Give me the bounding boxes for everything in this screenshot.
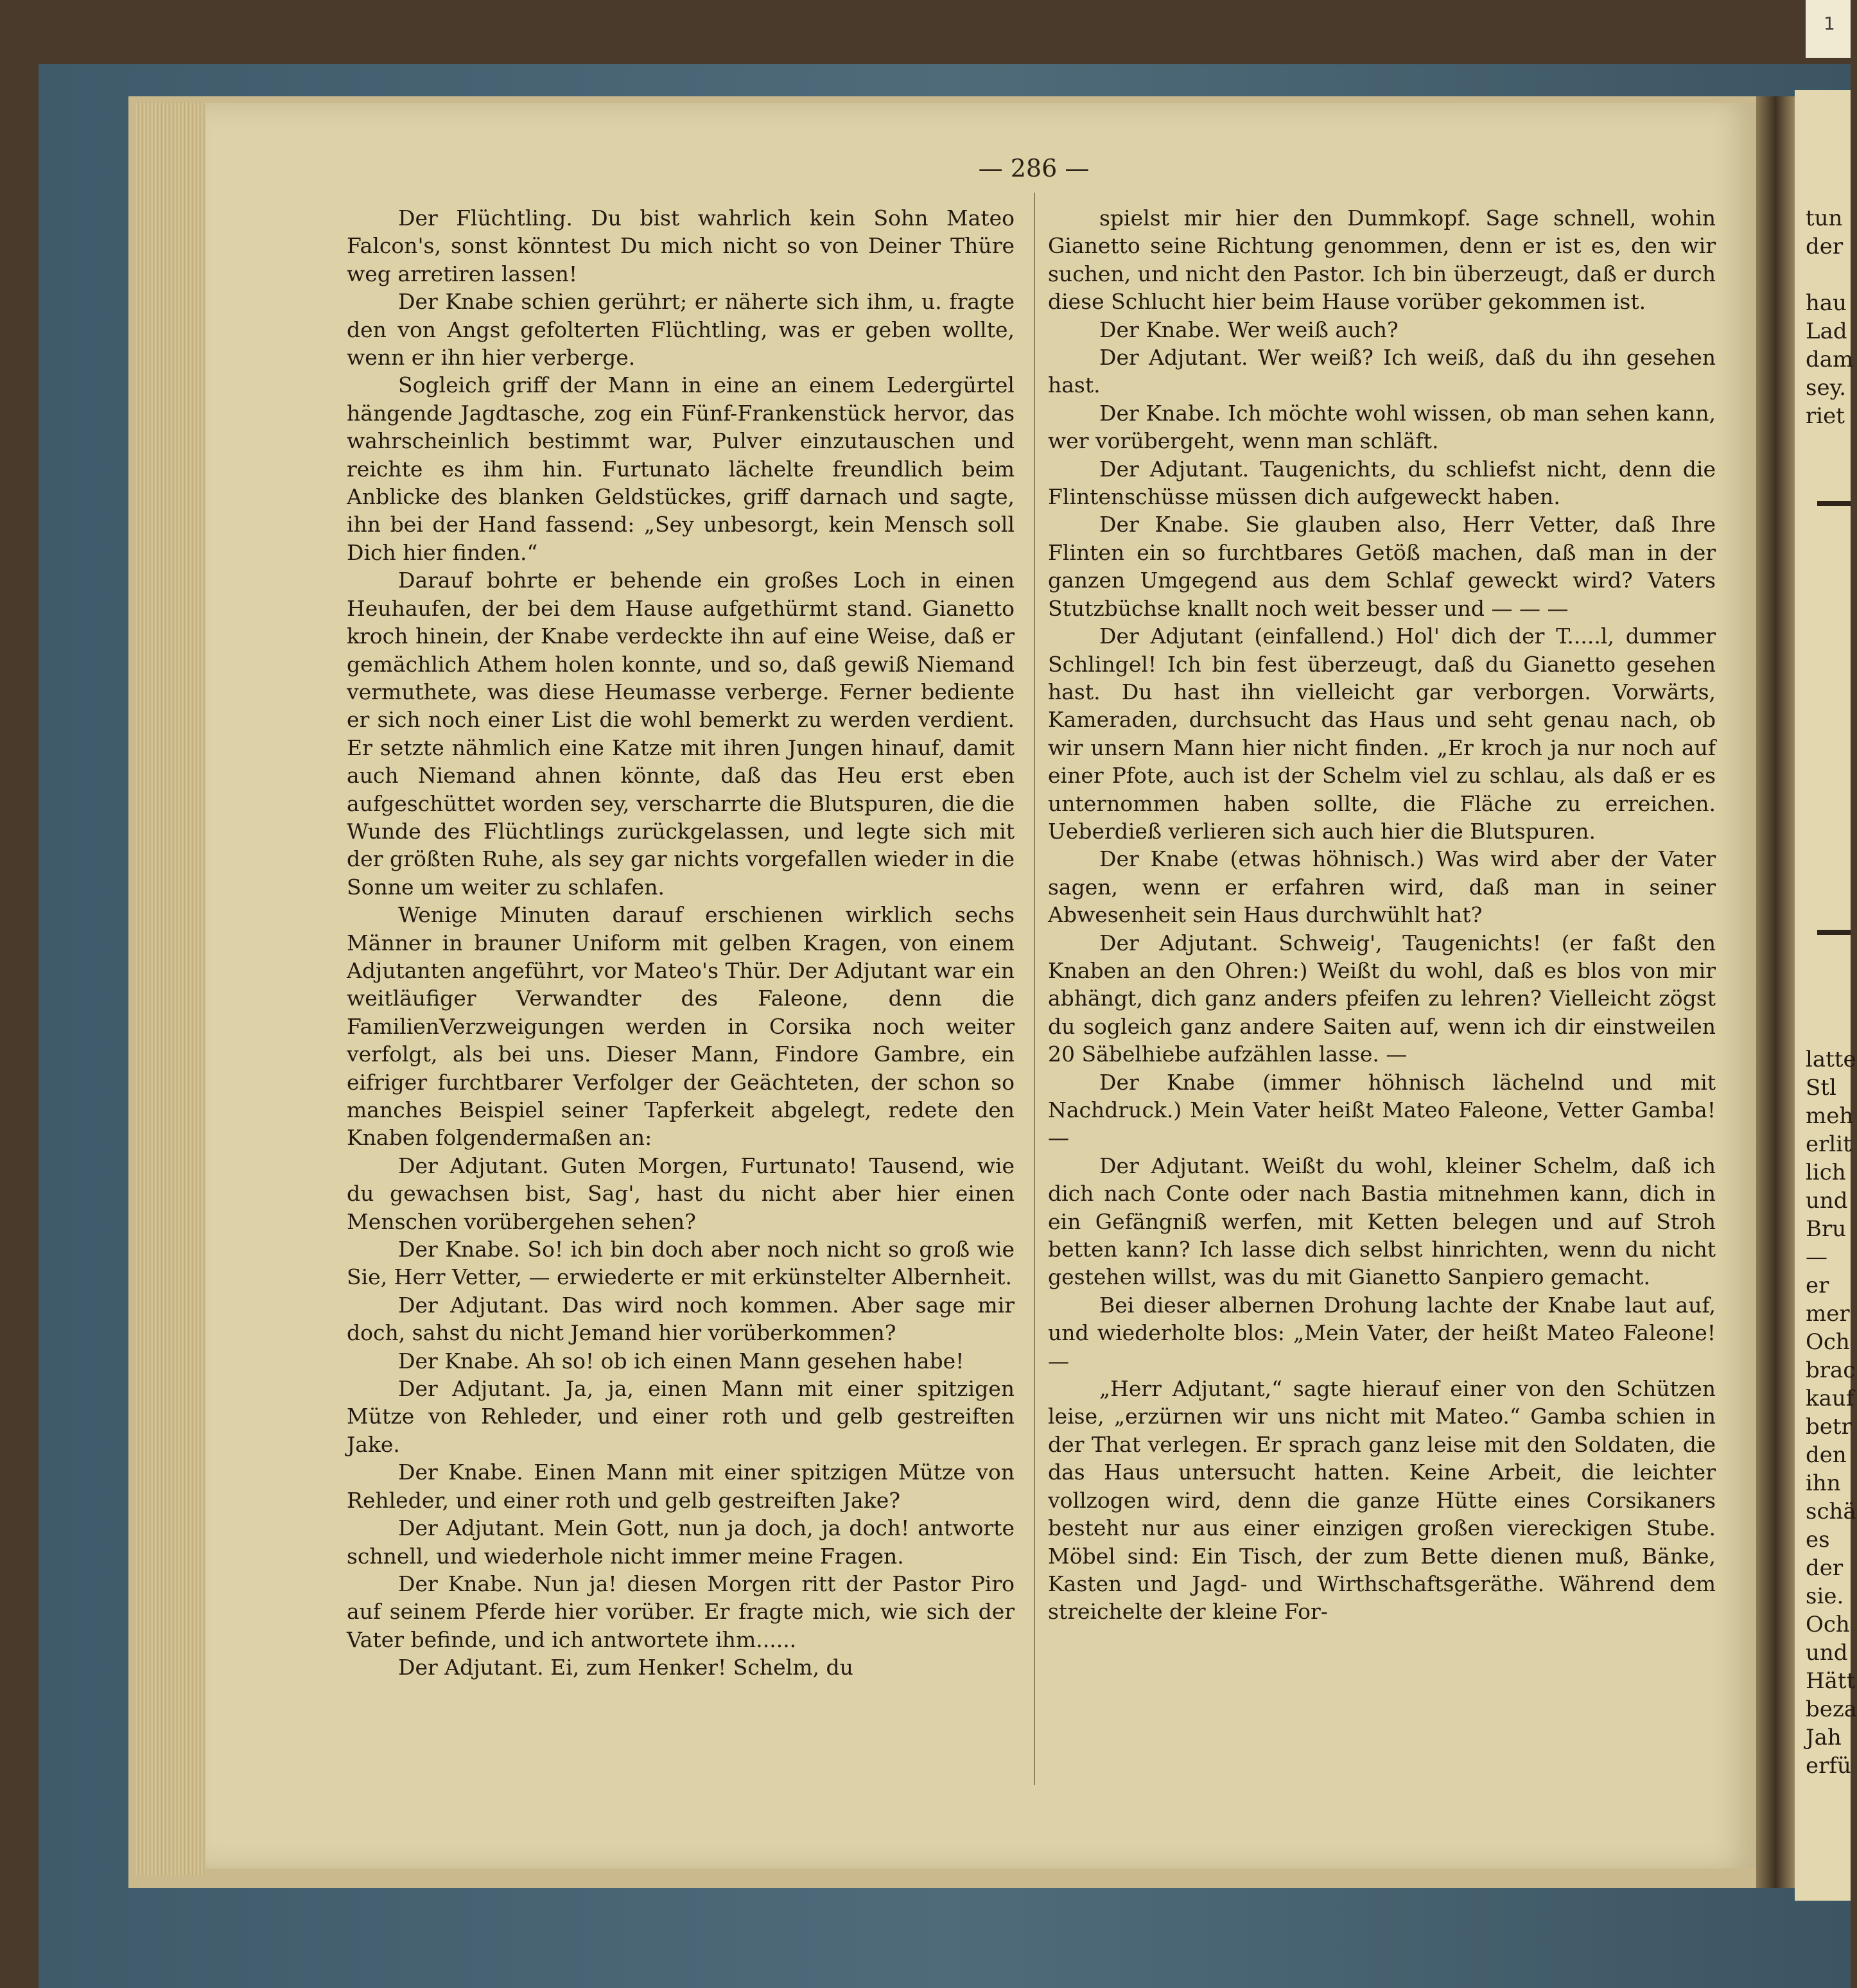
paragraph: Der Knabe. Sie glauben also, Herr Vetter, daß Ihre Flinten ein so furchtbares Getöß machen, daß man in der ganzen Umgegend aus dem Schlaf geweckt wird? Vaters Stutzbüchse knallt noch weit besser und — — —: [1048, 512, 1716, 621]
facing-page-line: sey.: [1806, 375, 1847, 401]
facing-page-line: mer: [1806, 1301, 1850, 1327]
facing-page-line: beza: [1806, 1696, 1857, 1722]
facing-page-line: brac: [1806, 1357, 1856, 1383]
paragraph: Der Adjutant. Ja, ja, einen Mann mit einer spitzigen Mütze von Rehleder, und einer roth und gelb gestreiften Jake.: [347, 1376, 1015, 1457]
column-divider: [1034, 193, 1035, 1785]
tab-number: 1: [1824, 13, 1835, 34]
paragraph: Der Knabe. Ah so! ob ich einen Mann gesehen habe!: [398, 1348, 964, 1373]
facing-page-line: latte: [1806, 1047, 1856, 1072]
facing-page-line: Och: [1806, 1612, 1850, 1637]
facing-page-line: es: [1806, 1527, 1830, 1553]
paragraph: Der Knabe. Wer weiß auch?: [1099, 317, 1399, 342]
page-number: — 286 —: [978, 154, 1090, 182]
facing-page-line: der: [1806, 234, 1844, 259]
facing-page-line: riet: [1806, 403, 1845, 429]
paragraph: „Herr Adjutant,“ sagte hierauf einer von den Schützen leise, „erzürnen wir uns nicht mit Mateo.“ Gamba schien in der That verlegen. Er sprach ganz leise mit den Soldaten, die das Haus untersucht hatten. Keine Arbeit, die leichter vollzogen wird, denn die ganze Hütte eines Corsikaners besteht nur aus einer einzigen großen viereckigen Stube. Möbel sind: Ein Tisch, der zum Bette dienen muß, Bänke, Kasten und Jagd- und Wirthschaftsgeräthe. Während dem streichelte der kleine For-: [1048, 1376, 1716, 1625]
paragraph: Der Knabe. Einen Mann mit einer spitzigen Mütze von Rehleder, und einer roth und gelb gestreiften Jake?: [347, 1460, 1015, 1513]
facing-page-line: den: [1806, 1442, 1847, 1468]
facing-page-line: betr: [1806, 1414, 1852, 1440]
paragraph: Der Knabe. Nun ja! diesen Morgen ritt der Pastor Piro auf seinem Pferde hier vorüber. Er fragte mich, wie sich der Vater befinde, und ich antwortete ihm......: [347, 1571, 1015, 1652]
paragraph: Der Knabe. Ich möchte wohl wissen, ob man sehen kann, wer vorübergeht, wenn man schläft.: [1048, 400, 1716, 454]
paragraph: Der Knabe (immer höhnisch lächelnd und mit Nachdruck.) Mein Vater heißt Mateo Faleone, Vetter Gamba! —: [1048, 1069, 1716, 1151]
paragraph: Bei dieser albernen Drohung lachte der Knabe laut auf, und wiederholte blos: „Mein Vater, der heißt Mateo Faleone! —: [1048, 1292, 1716, 1373]
facing-page-rule-2: [1817, 930, 1851, 935]
facing-page-line: der: [1806, 1555, 1844, 1581]
facing-page-line: erlit: [1806, 1131, 1852, 1157]
facing-page-line: [1806, 261, 1851, 289]
facing-page-line: schä: [1806, 1499, 1856, 1524]
facing-page-line: er: [1806, 1273, 1829, 1298]
book-gutter: [1756, 96, 1795, 1888]
left-text-column: [347, 204, 1015, 1790]
facing-page-line: lich: [1806, 1160, 1846, 1185]
right-text-column: [1048, 204, 1716, 1790]
facing-page-line: und: [1806, 1640, 1848, 1666]
paragraph: Der Adjutant. Taugenichts, du schliefst nicht, denn die Flintenschüsse müssen dich aufgeweckt haben.: [1048, 456, 1716, 510]
facing-page-bottom-lines: [1806, 1045, 1857, 1790]
facing-page-line: —: [1806, 1244, 1827, 1270]
facing-page-line: kauf: [1806, 1386, 1854, 1411]
paragraph: Der Adjutant. Mein Gott, nun ja doch, ja doch! antworte schnell, und wiederhole nicht immer meine Fragen.: [347, 1515, 1015, 1569]
facing-page-line: Lad: [1806, 318, 1847, 344]
paragraph: Der Flüchtling. Du bist wahrlich kein Sohn Mateo Falcon's, sonst könntest Du mich nicht so von Deiner Thüre weg arretiren lassen!: [347, 205, 1015, 286]
facing-page-line: sie.: [1806, 1583, 1844, 1609]
facing-page-line: Stl: [1806, 1075, 1836, 1101]
paragraph: Der Adjutant. Schweig', Taugenichts! (er faßt den Knaben an den Ohren:) Weißt du wohl, daß es blos von mir abhängt, dich ganz anders pfeifen zu lehren? Vielleicht zögst du sogleich ganz andere Saiten auf, wenn ich dir einstweilen 20 Säbelhiebe aufzählen lasse. —: [1048, 930, 1716, 1067]
paragraph: Der Adjutant. Das wird noch kommen. Aber sage mir doch, sahst du nicht Jemand hier vorüberkommen?: [347, 1292, 1015, 1346]
paragraph: Darauf bohrte er behende ein großes Loch in einen Heuhaufen, der bei dem Hause aufgethürmt stand. Gianetto kroch hinein, der Knabe verdeckte ihn auf eine Weise, daß er gemächlich Athem holen konnte, und so, daß gewiß Niemand vermuthete, was diese Heumasse verberge. Ferner bediente er sich noch einer List die wohl bemerkt zu werden verdient. Er setzte nähmlich eine Katze mit ihren Jungen hinauf, damit auch Niemand ahnen könnte, daß das Heu erst eben aufgeschüttet worden sey, verscharrte die Blutspuren, die die Wunde des Flüchtlings zurückgelassen, und legte sich mit der größten Ruhe, als sey gar nichts vorgefallen wieder in die Sonne um weiter zu schlafen.: [347, 568, 1015, 900]
facing-page-line: Jah: [1806, 1725, 1842, 1750]
paragraph: Der Knabe (etwas höhnisch.) Was wird aber der Vater sagen, wenn er erfahren wird, daß man in seiner Abwesenheit sein Haus durchwühlt hat?: [1048, 846, 1716, 928]
paragraph: Der Adjutant. Guten Morgen, Furtunato! Tausend, wie du gewachsen bist, Sag', hast du nicht aber hier einen Menschen vorübergehen sehen?: [347, 1153, 1015, 1234]
paragraph: Der Adjutant. Wer weiß? Ich weiß, daß du ihn gesehen hast.: [1048, 345, 1716, 398]
facing-page-line: ihn: [1806, 1470, 1841, 1496]
facing-page-line: und: [1806, 1188, 1848, 1214]
facing-page-line: hau: [1806, 290, 1847, 316]
facing-page-top-lines: [1806, 204, 1854, 435]
facing-page-line: meh: [1806, 1103, 1854, 1129]
facing-page-line: tun: [1806, 205, 1843, 231]
facing-page-line: Hätt: [1806, 1668, 1856, 1694]
paragraph: Der Adjutant. Ei, zum Henker! Schelm, du: [398, 1655, 853, 1680]
facing-page-line: Bru: [1806, 1216, 1847, 1242]
paragraph: Der Adjutant (einfallend.) Hol' dich der T.....l, dummer Schlingel! Ich bin fest überzeugt, daß du Gianetto gesehen hast. Du hast ihn vielleicht gar verborgen. Vorwärts, Kameraden, durchsucht das Haus und seht genau nach, ob wir unsern Mann hier nicht finden. „Er kroch ja nur noch auf einer Pfote, auch ist der Schelm viel zu schlau, als daß er es unternommen haben sollte, die Fläche zu erreichen. Ueberdieß verlieren sich auch hier die Blutspuren.: [1048, 623, 1716, 844]
paragraph: Sogleich griff der Mann in eine an einem Ledergürtel hängende Jagdtasche, zog ein Fünf-Frankenstück hervor, das wahrscheinlich bestimmt war, Pulver einzutauschen und reichte es ihm hin. Furtunato lächelte freundlich beim Anblicke des blanken Geldstückes, griff darnach und sagte, ihn bei der Hand fassend: „Sey unbesorgt, kein Mensch soll Dich hier finden.“: [347, 372, 1015, 565]
paragraph: Der Knabe. So! ich bin doch aber noch nicht so groß wie Sie, Herr Vetter, — erwiederte er mit erkünstelter Albernheit.: [347, 1237, 1015, 1290]
paragraph: Wenige Minuten darauf erschienen wirklich sechs Männer in brauner Uniform mit gelben Kragen, von einem Adjutanten angeführt, vor Mateo's Thür. Der Adjutant war ein weitläufiger Verwandter des Faleone, denn die FamilienVerzweigungen werden in Corsika noch weiter verfolgt, als bei uns. Dieser Mann, Findore Gambre, ein eifriger furchtbarer Verfolger der Geächteten, der schon so manches Beispiel seiner Tapferkeit abgelegt, redete den Knaben folgendermaßen an:: [347, 902, 1015, 1151]
paragraph: Der Knabe schien gerührt; er näherte sich ihm, u. fragte den von Angst gefolterten Flüchtling, was er geben wollte, wenn er ihn hier verberge.: [347, 289, 1015, 371]
facing-page-line: dam: [1806, 347, 1854, 372]
facing-page-line: Och: [1806, 1329, 1850, 1355]
facing-page-rule-1: [1817, 501, 1851, 506]
facing-page-line: erfü: [1806, 1753, 1851, 1779]
page-edge-stack: [135, 103, 205, 1875]
paragraph: spielst mir hier den Dummkopf. Sage schnell, wohin Gianetto seine Richtung genommen, denn er ist es, den wir suchen, und nicht den Pastor. Ich bin überzeugt, daß er durch diese Schlucht hier beim Hause vorüber gekommen ist.: [1048, 205, 1716, 315]
paragraph: Der Adjutant. Weißt du wohl, kleiner Schelm, daß ich dich nach Conte oder nach Bastia mitnehmen kann, dich in ein Gefängniß werfen, mit Ketten belegen und auf Stroh betten kann? Ich lasse dich selbst hinrichten, wenn du nicht gestehen willst, was du mit Gianetto Sanpiero gemacht.: [1048, 1153, 1716, 1290]
